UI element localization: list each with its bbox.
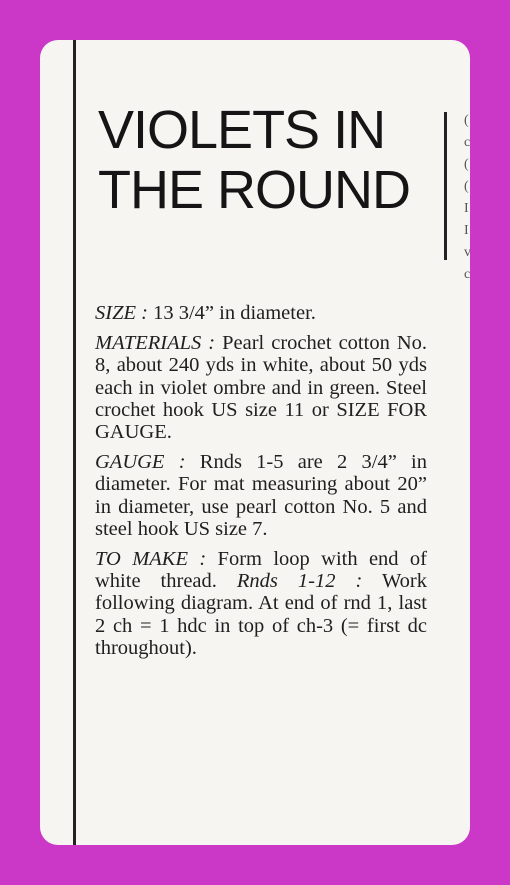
to-make-text: Form loop with end of white thread. [95,548,427,593]
materials-paragraph [95,332,427,443]
materials-label: MATERIALS : [95,332,216,355]
gauge-text: Rnds 1-5 are 2 3/4” in diameter. For mat measuring about 20” in diameter, use pearl cotton No. 5 and steel hook US size 7. [95,451,427,540]
size-label: SIZE : [95,302,148,324]
rnds-label: Rnds 1-12 : [236,570,363,593]
next-column-cutoff-text: ( c ( ( I I v c [464,113,471,282]
left-column-rule [73,40,76,845]
right-column-rule [444,112,447,260]
to-make-text-continued: Work following diagram. At end of rnd 1, last 2 ch = 1 hdc in top of ch-3 (= first dc throughout). [95,570,427,659]
pattern-card [40,40,470,845]
to-make-paragraph [95,548,427,659]
to-make-label: TO MAKE : [95,548,207,571]
materials-text: Pearl crochet cotton No. 8, about 240 yds in white, about 50 yds each in violet ombre and in green. Steel crochet hook US size 11 or SIZE FOR GAUGE. [95,332,427,444]
size-text: 13 3/4” in diameter. [147,302,316,324]
pattern-title: VIOLETS IN THE ROUND [98,100,410,220]
pattern-instructions [95,302,427,667]
size-paragraph [95,302,427,324]
gauge-label: GAUGE : [95,451,186,474]
gauge-paragraph [95,451,427,540]
